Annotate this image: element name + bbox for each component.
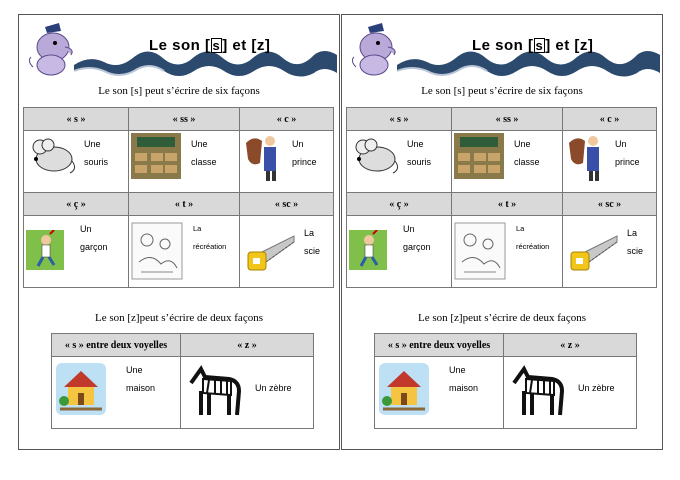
word-prince: Un prince	[292, 139, 317, 167]
word-zebre: Un zèbre	[578, 383, 615, 393]
cell-classe	[129, 131, 240, 193]
zebra-icon	[185, 363, 245, 419]
cell-scie	[563, 216, 657, 288]
two-ways-heading: Le son [z]peut s’écrire de deux façons	[418, 312, 586, 324]
header-banner	[19, 15, 339, 85]
worksheet-right	[341, 14, 663, 450]
header-t: « t »	[129, 193, 240, 216]
s-spellings-table	[346, 107, 657, 288]
cell-prince	[563, 131, 657, 193]
worksheet-left	[18, 14, 340, 450]
zebra-icon	[508, 363, 568, 419]
word-souris: Une souris	[407, 139, 432, 167]
cell-prince	[240, 131, 334, 193]
header-s: « s »	[347, 108, 452, 131]
prince-horse-icon	[567, 133, 607, 183]
word-classe: Une classe	[191, 139, 217, 167]
header-sc: « sc »	[240, 193, 334, 216]
word-recreation: La récréation	[516, 224, 550, 251]
z-spellings-table	[374, 333, 637, 429]
playground-icon	[131, 222, 183, 280]
header-s: « s »	[24, 108, 129, 131]
header-banner	[342, 15, 662, 85]
cell-classe	[452, 131, 563, 193]
word-scie: La scie	[304, 228, 321, 256]
header-c: « c »	[240, 108, 334, 131]
word-zebre: Un zèbre	[255, 383, 292, 393]
saw-icon	[567, 234, 619, 274]
mouse-icon	[349, 137, 401, 175]
page-title: Le son [ s ] et [z]	[472, 37, 594, 54]
word-classe: Une classe	[514, 139, 540, 167]
header-ss: « ss »	[129, 108, 240, 131]
classroom-icon	[454, 133, 504, 179]
classroom-icon	[131, 133, 181, 179]
cell-scie	[240, 216, 334, 288]
dolphin-mascot-icon	[348, 17, 400, 79]
cell-zebre	[504, 357, 637, 429]
house-icon	[379, 363, 429, 415]
cell-garcon	[24, 216, 129, 288]
house-icon	[56, 363, 106, 415]
cell-zebre	[181, 357, 314, 429]
boy-running-icon	[26, 230, 64, 270]
word-prince: Un prince	[615, 139, 640, 167]
saw-icon	[244, 234, 296, 274]
prince-horse-icon	[244, 133, 284, 183]
header-s-between-vowels: « s » entre deux voyelles	[52, 334, 181, 357]
cell-maison	[375, 357, 504, 429]
cell-recreation	[452, 216, 563, 288]
header-c-cedilla: « ç »	[347, 193, 452, 216]
cell-garcon	[347, 216, 452, 288]
header-t: « t »	[452, 193, 563, 216]
page-title: Le son [ s ] et [z]	[149, 37, 271, 54]
two-ways-heading: Le son [z]peut s’écrire de deux façons	[95, 312, 263, 324]
boy-running-icon	[349, 230, 387, 270]
word-maison: Une maison	[126, 365, 156, 393]
header-c-cedilla: « ç »	[24, 193, 129, 216]
word-maison: Une maison	[449, 365, 479, 393]
dolphin-mascot-icon	[25, 17, 77, 79]
six-ways-heading: Le son [s] peut s’écrire de six façons	[421, 85, 583, 97]
mouse-icon	[26, 137, 78, 175]
cell-recreation	[129, 216, 240, 288]
s-spellings-table	[23, 107, 334, 288]
word-garcon: Un garçon	[80, 224, 108, 252]
header-s-between-vowels: « s » entre deux voyelles	[375, 334, 504, 357]
header-c: « c »	[563, 108, 657, 131]
z-spellings-table	[51, 333, 314, 429]
header-z: « z »	[504, 334, 637, 357]
word-recreation: La récréation	[193, 224, 227, 251]
cell-souris	[24, 131, 129, 193]
header-ss: « ss »	[452, 108, 563, 131]
cell-souris	[347, 131, 452, 193]
playground-icon	[454, 222, 506, 280]
word-garcon: Un garçon	[403, 224, 431, 252]
word-souris: Une souris	[84, 139, 109, 167]
header-sc: « sc »	[563, 193, 657, 216]
six-ways-heading: Le son [s] peut s’écrire de six façons	[98, 85, 260, 97]
header-z: « z »	[181, 334, 314, 357]
cell-maison	[52, 357, 181, 429]
word-scie: La scie	[627, 228, 644, 256]
